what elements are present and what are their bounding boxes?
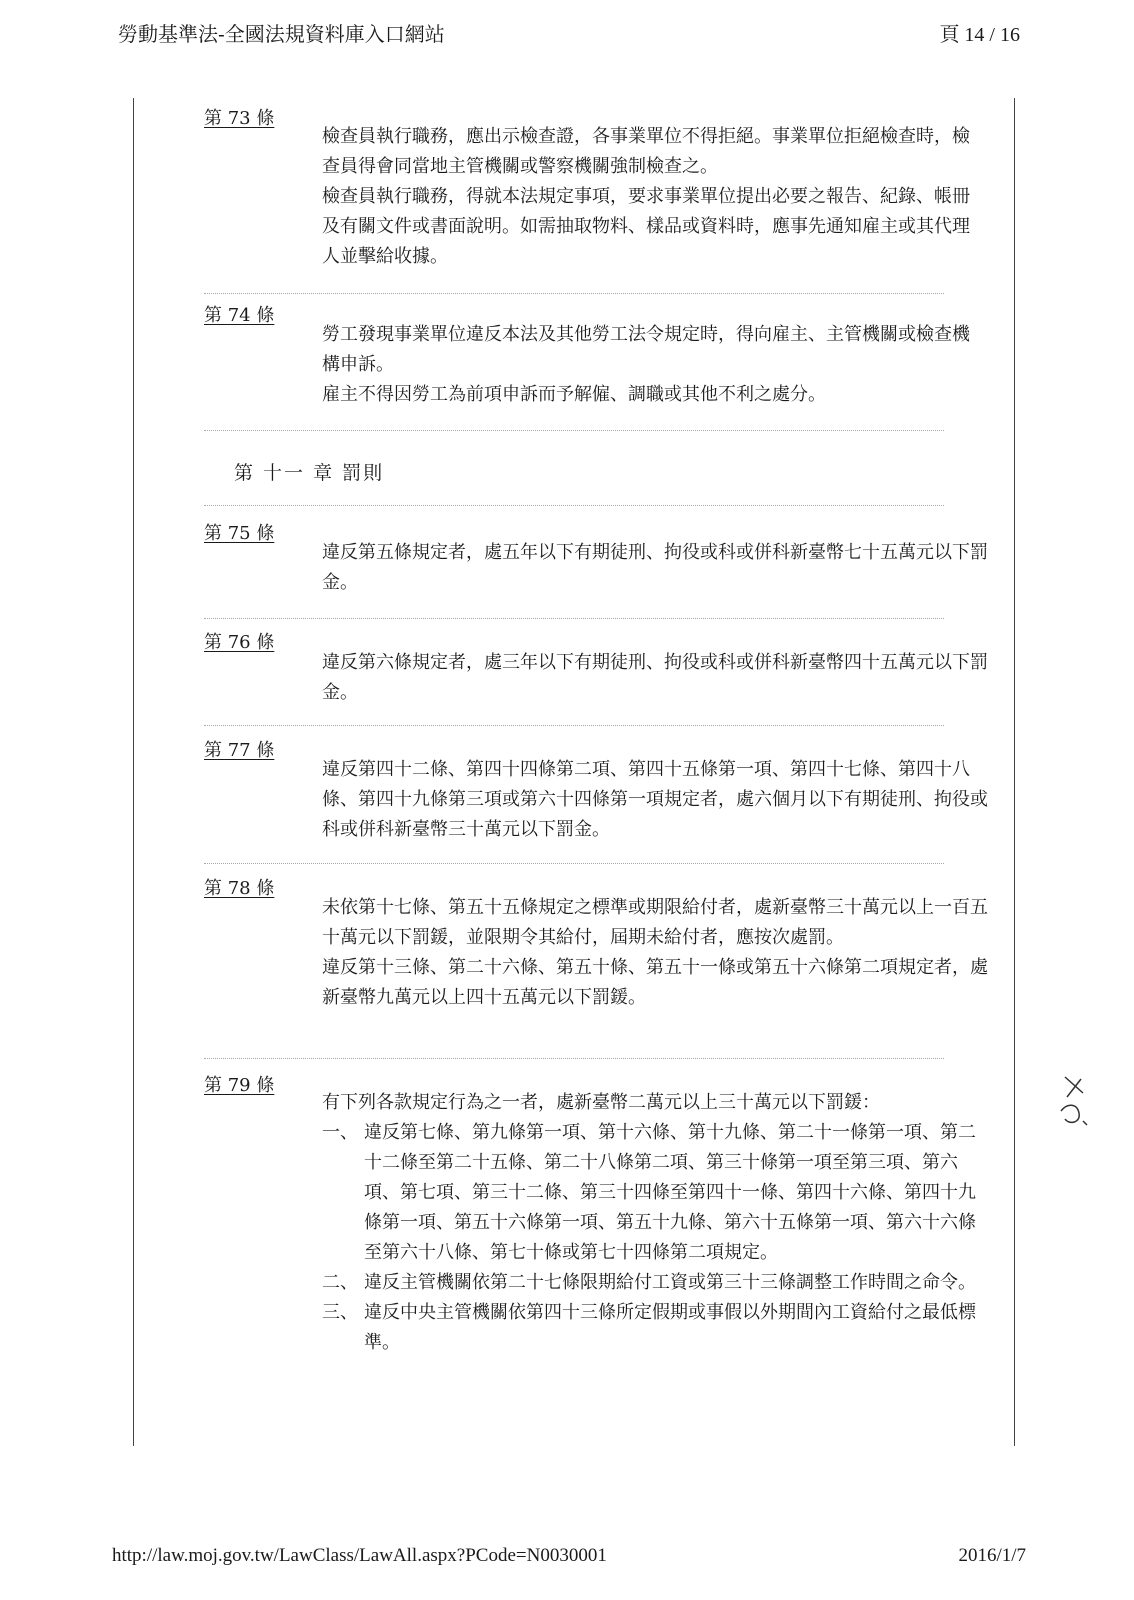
handwritten-mark-icon bbox=[1055, 1073, 1095, 1133]
item-text: 違反第七條、第九條第一項、第十六條、第十九條、第二十一條第一項、第二十二條至第二十五條、第二十八條第二項、第三十條第一項至第三項、第六項、第七項、第三十二條、第三十四條至第四十一條、第四十六條、第四十九條第一項、第五十六條第一項、第五十九條、第六十五條第一項、第六十六條至第六十八條、第七十條或第七十四條第二項規定。 bbox=[364, 1122, 976, 1263]
item-number: 一、 bbox=[322, 1122, 358, 1143]
divider bbox=[204, 618, 944, 619]
page-number: 頁 14 / 16 bbox=[939, 24, 1020, 46]
article-75-label: 第 75 條 bbox=[204, 523, 275, 544]
article-76-body bbox=[322, 648, 997, 708]
article-77-label: 第 77 條 bbox=[204, 740, 275, 761]
article-77-para-1: 違反第四十二條、第四十四條第二項、第四十五條第一項、第四十七條、第四十八條、第四十九條第三項或第六十四條第一項規定者，處六個月以下有期徒刑、拘役或科或併科新臺幣三十萬元以下罰金。 bbox=[322, 759, 988, 840]
source-url: http://law.moj.gov.tw/LawClass/LawAll.aspx?PCode=N0030001 bbox=[112, 1545, 607, 1566]
article-79-label: 第 79 條 bbox=[204, 1075, 275, 1096]
article-76-para-1: 違反第六條規定者，處三年以下有期徒刑、拘役或科或併科新臺幣四十五萬元以下罰金。 bbox=[322, 652, 988, 703]
article-74-label: 第 74 條 bbox=[204, 305, 275, 326]
article-73-label: 第 73 條 bbox=[204, 108, 275, 129]
article-75-body bbox=[322, 538, 997, 598]
article-78-label: 第 78 條 bbox=[204, 878, 275, 899]
law-content-frame bbox=[133, 98, 1015, 1446]
article-73-para-1: 檢查員執行職務，應出示檢查證，各事業單位不得拒絕。事業單位拒絕檢查時，檢查員得會同當地主管機關或警察機關強制檢查之。 bbox=[322, 126, 970, 177]
article-78-body bbox=[322, 893, 997, 1013]
article-74-para-1: 勞工發現事業單位違反本法及其他勞工法令規定時，得向雇主、主管機關或檢查機構申訴。 bbox=[322, 324, 970, 375]
article-79-intro: 有下列各款規定行為之一者，處新臺幣二萬元以上三十萬元以下罰鍰： bbox=[322, 1092, 880, 1113]
divider bbox=[204, 293, 944, 294]
item-number: 二、 bbox=[322, 1272, 358, 1293]
article-79-body bbox=[322, 1088, 982, 1358]
article-78-para-2: 違反第十三條、第二十六條、第五十條、第五十一條或第五十六條第二項規定者，處新臺幣九萬元以上四十五萬元以下罰鍰。 bbox=[322, 957, 988, 1008]
article-79-item-3 bbox=[322, 1298, 982, 1358]
divider bbox=[204, 430, 944, 431]
article-78-para-1: 未依第十七條、第五十五條規定之標準或期限給付者，處新臺幣三十萬元以上一百五十萬元以下罰鍰，並限期令其給付，屆期未給付者，應按次處罰。 bbox=[322, 897, 988, 948]
article-74-para-2: 雇主不得因勞工為前項申訴而予解僱、調職或其他不利之處分。 bbox=[322, 384, 826, 405]
article-75-para-1: 違反第五條規定者，處五年以下有期徒刑、拘役或科或併科新臺幣七十五萬元以下罰金。 bbox=[322, 542, 988, 593]
document-title: 勞動基準法-全國法規資料庫入口網站 bbox=[118, 22, 445, 46]
article-77-body bbox=[322, 755, 997, 845]
item-text: 違反中央主管機關依第四十三條所定假期或事假以外期間內工資給付之最低標準。 bbox=[364, 1302, 976, 1353]
article-73-para-2: 檢查員執行職務，得就本法規定事項，要求事業單位提出必要之報告、紀錄、帳冊及有關文件或書面說明。如需抽取物料、樣品或資料時，應事先通知雇主或其代理人並擊給收據。 bbox=[322, 186, 970, 267]
divider bbox=[204, 1058, 944, 1059]
divider bbox=[204, 863, 944, 864]
item-number: 三、 bbox=[322, 1302, 358, 1323]
print-date: 2016/1/7 bbox=[958, 1545, 1026, 1566]
article-79-item-1 bbox=[322, 1118, 982, 1268]
item-text: 違反主管機關依第二十七條限期給付工資或第三十三條調整工作時間之命令。 bbox=[364, 1272, 976, 1293]
divider bbox=[204, 505, 944, 506]
chapter-heading: 第 十一 章 罰則 bbox=[234, 462, 385, 484]
article-73-body bbox=[322, 122, 972, 272]
article-74-body bbox=[322, 320, 972, 410]
article-76-label: 第 76 條 bbox=[204, 632, 275, 653]
divider bbox=[204, 725, 944, 726]
article-79-item-2 bbox=[322, 1268, 982, 1298]
